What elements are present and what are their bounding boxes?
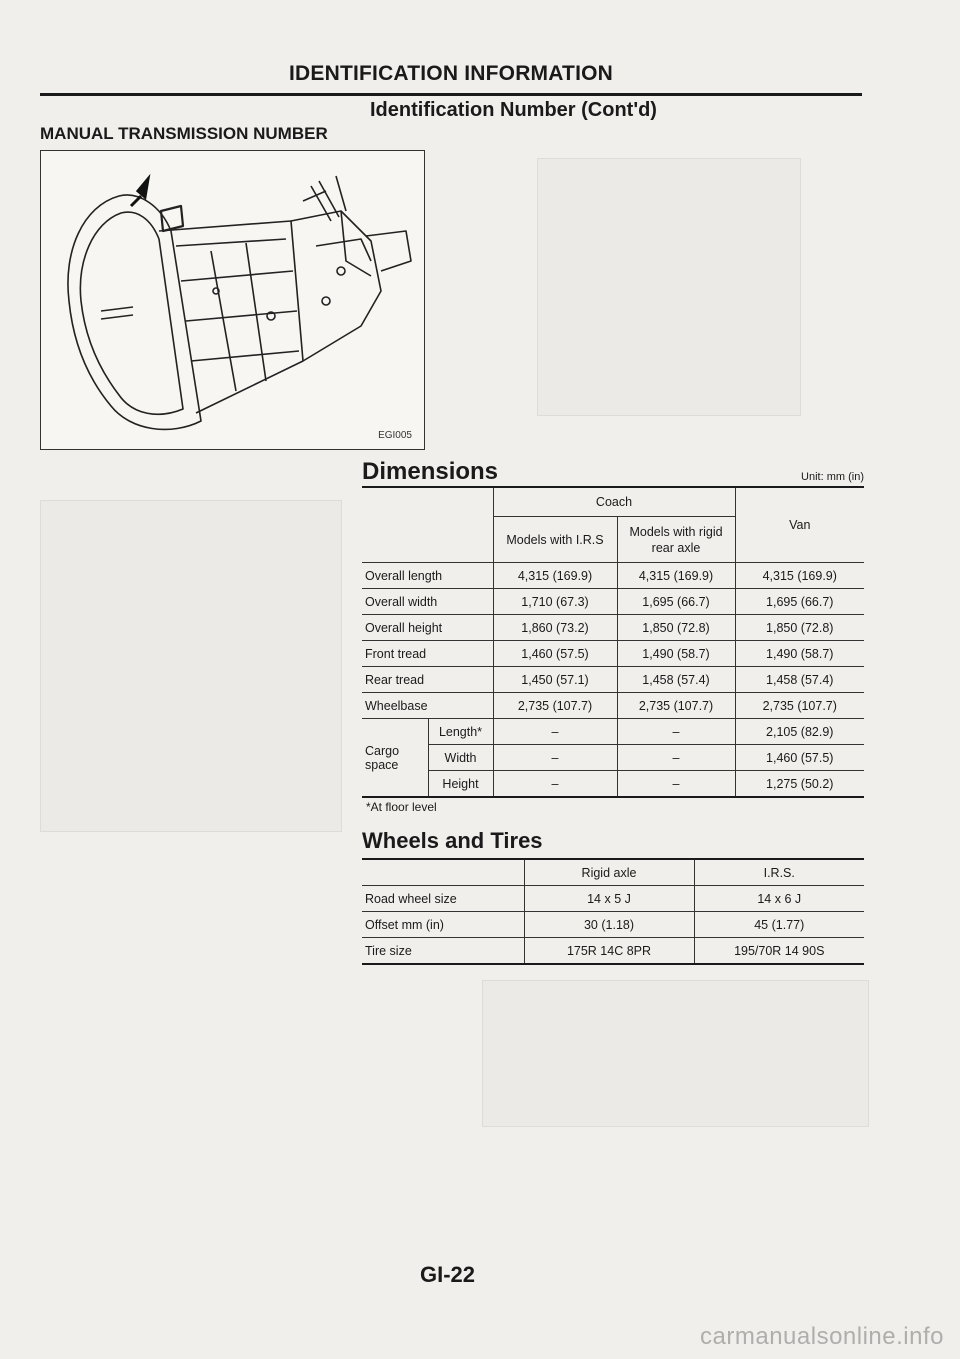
page-title: IDENTIFICATION INFORMATION [288,62,614,85]
header-models-irs: Models with I.R.S [493,517,617,563]
page-subtitle: Identification Number (Cont'd) [370,99,657,121]
watermark-text: carmanualsonline.info [700,1323,944,1350]
table-row: Tire size 175R 14C 8PR 195/70R 14 90S [362,938,864,965]
show-through-box-left [40,500,342,832]
table-row: Overall width 1,710 (67.3) 1,695 (66.7) 1,695 (66.7) [362,589,864,615]
transmission-figure [40,150,425,450]
header-models-rigid: Models with rigid rear axle [617,517,735,563]
table-row: Overall length 4,315 (169.9) 4,315 (169.9) 4,315 (169.9) [362,563,864,589]
section-title-manual-transmission: MANUAL TRANSMISSION NUMBER [40,124,328,143]
table-row: Front tread 1,460 (57.5) 1,490 (58.7) 1,490 (58.7) [362,641,864,667]
wheels-tires-table [362,860,864,965]
page-number: GI-22 [420,1262,476,1287]
cargo-space-label: Cargo space [362,719,428,798]
transmission-illustration [41,151,426,451]
table-row: Width – – 1,460 (57.5) [362,745,864,771]
table-row: Rear tread 1,450 (57.1) 1,458 (57.4) 1,458 (57.4) [362,667,864,693]
figure-code: EGI005 [378,430,412,441]
table-row: Cargo space Length* – – 2,105 (82.9) [362,719,864,745]
table-header-row [362,488,864,517]
dimensions-footnote: *At floor level [366,800,437,814]
dimensions-table [362,488,864,798]
table-row: Road wheel size 14 x 5 J 14 x 6 J [362,886,864,912]
header-rule [40,93,862,96]
header-rigid-axle: Rigid axle [524,860,694,886]
table-row: Offset mm (in) 30 (1.18) 45 (1.77) [362,912,864,938]
header-van: Van [735,488,864,563]
table-row: Overall height 1,860 (73.2) 1,850 (72.8) 1,850 (72.8) [362,615,864,641]
header-irs: I.R.S. [694,860,864,886]
dimensions-unit: Unit: mm (in) [801,471,864,483]
header-coach: Coach [493,488,735,517]
dimensions-title: Dimensions [362,458,499,485]
table-header-row [362,860,864,886]
show-through-box-right [537,158,801,416]
table-row: Wheelbase 2,735 (107.7) 2,735 (107.7) 2,735 (107.7) [362,693,864,719]
table-row: Height – – 1,275 (50.2) [362,771,864,798]
show-through-box-bottom [482,980,869,1127]
wheels-tires-title: Wheels and Tires [362,828,543,853]
